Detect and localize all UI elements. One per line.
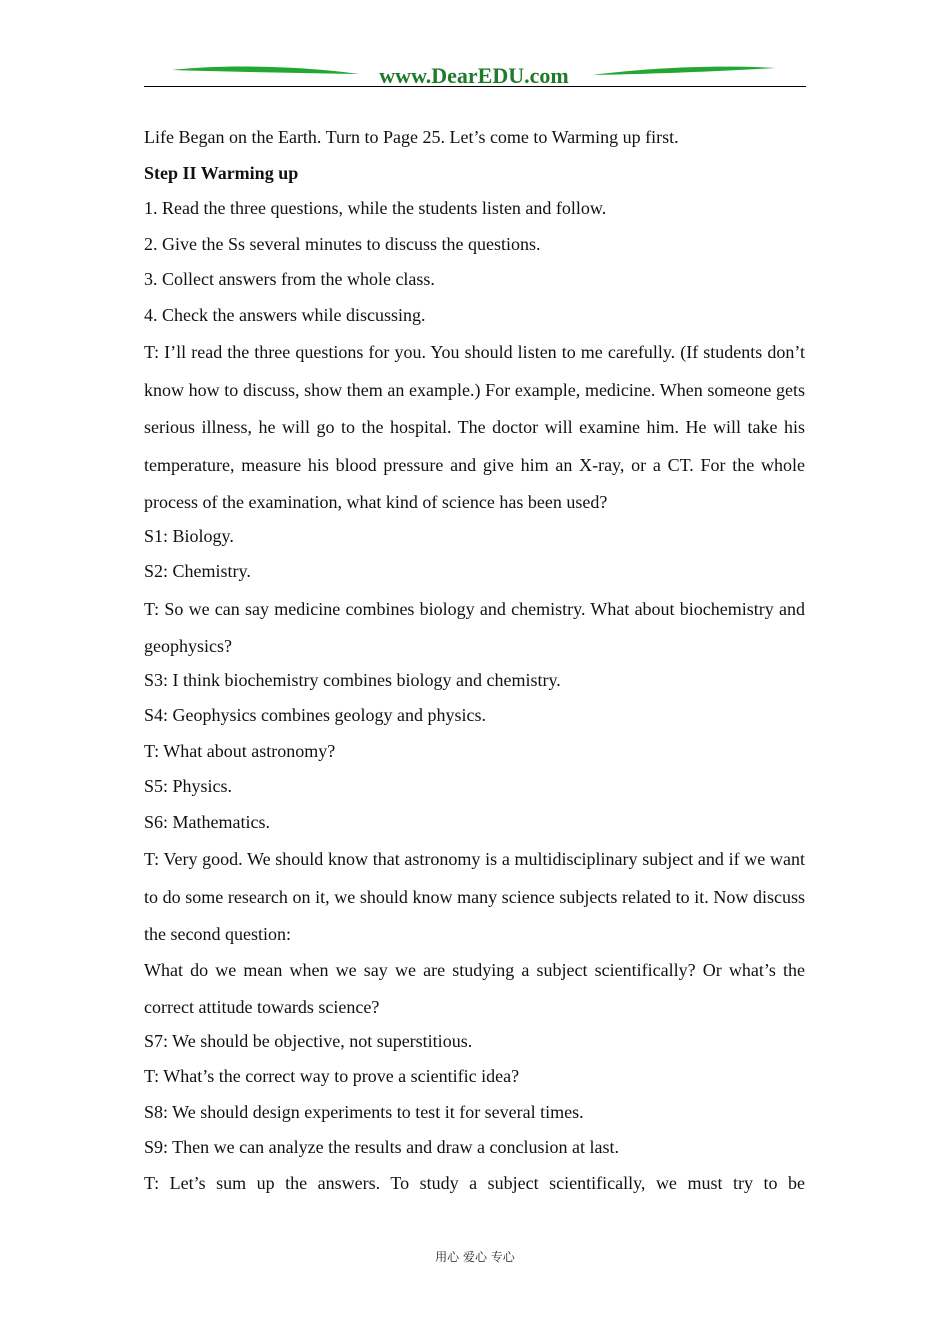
step-item: 4. Check the answers while discussing. [144,304,426,325]
step-item: 2. Give the Ss several minutes to discuss the questions. [144,233,541,254]
teacher-line: T: I’ll read the three questions for you. You should listen to me carefully. (If students don’t know how to discuss, show them an example.) For example, medicine. When someone gets serious illness, he will go to the hospital. The doctor will examine him. He will take his temperature, measure his blood pressure and give him an X-ray, or a CT. For the whole process of the examination, what kind of science has been used? [144,342,805,512]
student-line: S4: Geophysics combines geology and physics. [144,705,486,725]
teacher-line: T: Let’s sum up the answers. To study a subject scientifically, we must try to be [144,1172,805,1193]
student-line: S5: Physics. [144,776,233,796]
student-line: S7: We should be objective, not superstitious. [144,1030,473,1051]
teacher-line: T: What’s the correct way to prove a scientific idea? [144,1066,520,1086]
student-line: S1: Biology. [144,525,234,546]
header-rule [144,86,806,87]
step-heading: Step II Warming up [144,162,299,183]
student-line: S8: We should design experiments to test it for several times. [144,1101,584,1122]
step-item: 1. Read the three questions, while the students listen and follow. [144,198,607,218]
right-swoosh [592,67,776,75]
teacher-line: T: What about astronomy? [144,740,336,761]
site-logo: www.DearEDU.com [379,63,569,88]
student-line: S2: Chemistry. [144,561,251,581]
teacher-line: T: So we can say medicine combines biology and chemistry. What about biochemistry and geophysics? [144,598,805,656]
teacher-line: T: Very good. We should know that astronomy is a multidisciplinary subject and if we want to do some research on it, we should know many science subjects related to it. Now discuss the second question: [144,849,805,944]
left-swoosh [172,67,359,74]
step-item: 3. Collect answers from the whole class. [144,269,435,289]
intro-line: Life Began on the Earth. Turn to Page 25. Let’s come to Warming up first. [144,127,679,147]
question-line: What do we mean when we say we are studying a subject scientifically? Or what’s the correct attitude towards science? [144,959,805,1017]
student-line: S3: I think biochemistry combines biology and chemistry. [144,669,561,690]
student-line: S6: Mathematics. [144,811,270,832]
document-body [144,121,805,1202]
student-line: S9: Then we can analyze the results and draw a conclusion at last. [144,1137,620,1157]
page-footer: 用心 爱心 专心 [435,1250,515,1264]
